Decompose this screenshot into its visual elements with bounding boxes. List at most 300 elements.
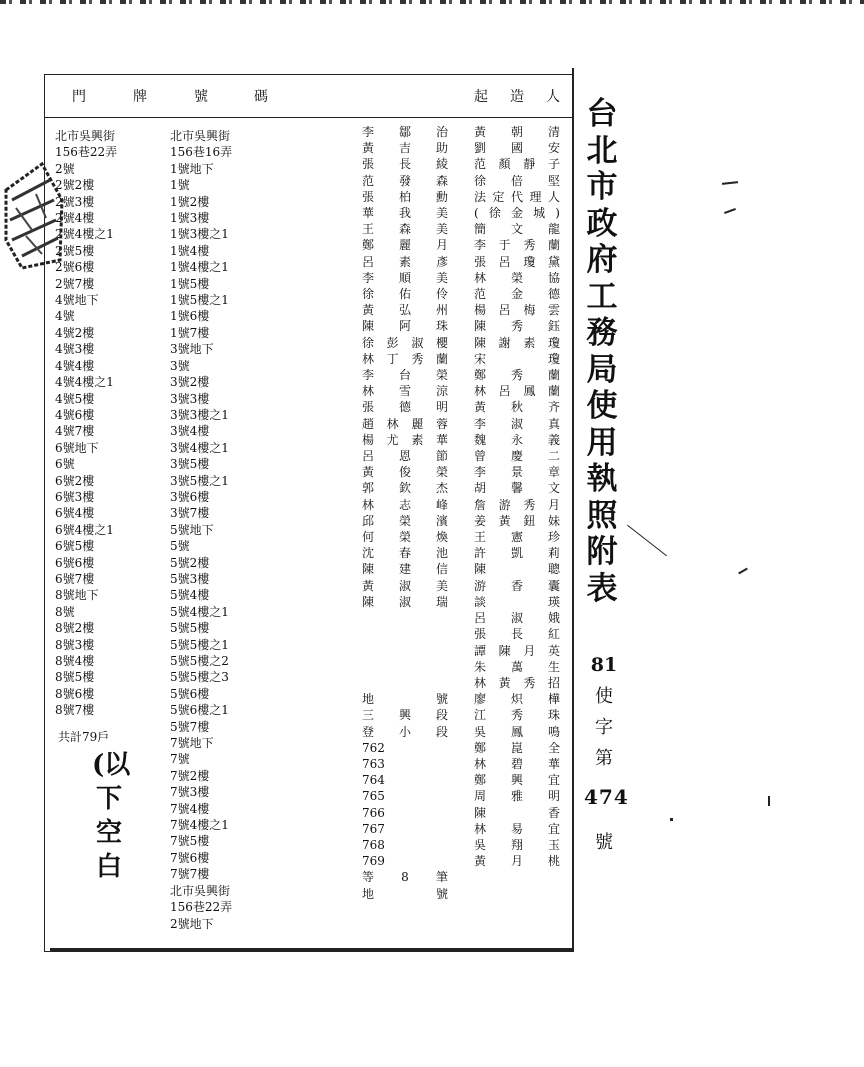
column-row: 4號5樓 bbox=[55, 391, 95, 406]
margin-mark bbox=[768, 796, 770, 806]
column-row bbox=[362, 497, 448, 513]
name-char: 徐 bbox=[362, 335, 375, 350]
column-row: 2號4樓 bbox=[55, 211, 95, 226]
name-char: 理 bbox=[529, 189, 542, 204]
name-char: 胡 bbox=[474, 481, 487, 496]
column-row bbox=[362, 691, 448, 707]
name-char: 黃 bbox=[362, 141, 375, 156]
column-row: 5號2樓 bbox=[170, 555, 210, 570]
name-char: 陳 bbox=[474, 805, 487, 820]
column-row: 8號2樓 bbox=[55, 621, 95, 636]
name-char: 段 bbox=[435, 724, 448, 739]
column-row bbox=[474, 156, 560, 172]
column-row bbox=[362, 432, 448, 448]
column-row: 8號7樓 bbox=[55, 703, 95, 718]
name-char: 翔 bbox=[510, 837, 523, 852]
title-char: 照 bbox=[586, 497, 618, 534]
name-char: 姜 bbox=[474, 513, 487, 528]
doc-suffix: 號 bbox=[595, 832, 613, 853]
column-row bbox=[474, 626, 560, 642]
scan-top-edge bbox=[0, 0, 864, 4]
name-char: 秀 bbox=[523, 238, 536, 253]
column-row: 7號7樓 bbox=[170, 867, 210, 882]
column-row: 2號7樓 bbox=[55, 276, 95, 291]
column-row: 6號6樓 bbox=[55, 555, 95, 570]
column-row: 1號5樓之1 bbox=[170, 293, 229, 308]
name-char: 興 bbox=[398, 708, 411, 723]
column-row bbox=[474, 351, 560, 367]
column-row bbox=[362, 302, 448, 318]
name-char: 吳 bbox=[474, 724, 487, 739]
name-char: 代 bbox=[510, 189, 523, 204]
name-char: 鳳 bbox=[510, 724, 523, 739]
name-char: 尤 bbox=[386, 432, 399, 447]
name-char: 妹 bbox=[547, 513, 560, 528]
title-char: 北 bbox=[586, 132, 618, 169]
name-char: 美 bbox=[435, 222, 448, 237]
column-row: 764 bbox=[362, 773, 385, 788]
name-char: 法 bbox=[474, 189, 487, 204]
handwritten-char: 下 bbox=[95, 784, 122, 814]
column-row bbox=[474, 432, 560, 448]
name-char: 楊 bbox=[474, 303, 487, 318]
margin-mark bbox=[738, 568, 748, 575]
name-char: 呂 bbox=[498, 303, 511, 318]
column-row bbox=[362, 286, 448, 302]
name-char: 雅 bbox=[510, 789, 523, 804]
column-row bbox=[474, 497, 560, 513]
column-row bbox=[362, 335, 448, 351]
title-char: 台 bbox=[586, 96, 618, 132]
name-char: 呂 bbox=[498, 254, 511, 269]
column-row: 4號7樓 bbox=[55, 424, 95, 439]
name-char: 陳 bbox=[362, 594, 375, 609]
header-applicant-char-1: 起 bbox=[474, 89, 488, 105]
column-row: 7號 bbox=[170, 752, 190, 767]
column-row: 2號6樓 bbox=[55, 260, 95, 275]
title-char: 附 bbox=[586, 534, 618, 570]
name-char: 王 bbox=[362, 222, 375, 237]
name-char: 蘭 bbox=[547, 368, 560, 383]
column-row: 3號4樓之1 bbox=[170, 440, 229, 455]
name-char: 素 bbox=[523, 335, 536, 350]
name-char: 地 bbox=[362, 692, 375, 707]
column-row: 3號7樓 bbox=[170, 506, 210, 521]
name-char: 榮 bbox=[398, 513, 411, 528]
name-char: 麗 bbox=[398, 238, 411, 253]
name-char: 林 bbox=[362, 497, 375, 512]
name-char: 淑 bbox=[510, 611, 523, 626]
name-char: 淑 bbox=[411, 335, 424, 350]
name-char: 黃 bbox=[362, 578, 375, 593]
name-char: 瓊 bbox=[523, 254, 536, 269]
name-char: ( bbox=[474, 206, 479, 221]
seal-stamp-remnant bbox=[2, 160, 64, 270]
name-char: 恩 bbox=[398, 449, 411, 464]
column-row bbox=[362, 594, 448, 610]
name-char: 李 bbox=[362, 125, 375, 139]
column-row bbox=[362, 675, 452, 691]
name-char: 伶 bbox=[435, 287, 448, 302]
column-row: 7號5樓 bbox=[170, 834, 210, 849]
column-row bbox=[362, 561, 448, 577]
name-char: 二 bbox=[547, 449, 560, 464]
column-row bbox=[474, 464, 560, 480]
column-row: 北市吳興街 bbox=[55, 129, 116, 143]
column-row bbox=[474, 124, 560, 140]
column-row: 156巷16弄 bbox=[170, 145, 233, 160]
name-char: 8 bbox=[401, 870, 409, 885]
name-char: 林 bbox=[386, 416, 399, 431]
name-char: 于 bbox=[498, 238, 511, 253]
column-row bbox=[474, 383, 560, 399]
column-row: 1號7樓 bbox=[170, 325, 210, 340]
column-row: 4號6樓 bbox=[55, 407, 95, 422]
name-char: 林 bbox=[474, 756, 487, 771]
name-char: 凱 bbox=[510, 546, 523, 561]
column-row bbox=[474, 659, 560, 675]
doc-prefix-char: 使 bbox=[595, 686, 613, 707]
column-row bbox=[474, 205, 560, 221]
column-row bbox=[474, 318, 560, 334]
handwritten-char: 白 bbox=[95, 852, 122, 882]
name-char: 淑 bbox=[398, 578, 411, 593]
name-char: 文 bbox=[510, 222, 523, 237]
name-char: 號 bbox=[435, 886, 448, 901]
name-char: 李 bbox=[362, 368, 375, 383]
column-row: 762 bbox=[362, 740, 385, 755]
column-row bbox=[474, 643, 560, 659]
name-char: 呂 bbox=[498, 384, 511, 399]
column-row: 6號2樓 bbox=[55, 473, 95, 488]
column-row: 7號2樓 bbox=[170, 768, 210, 783]
name-char: 朝 bbox=[510, 125, 523, 139]
column-row bbox=[474, 772, 560, 788]
name-char: 黛 bbox=[547, 254, 560, 269]
name-char: 蘭 bbox=[435, 351, 448, 366]
name-char: 榮 bbox=[435, 368, 448, 383]
table-right-rule bbox=[572, 68, 574, 952]
name-char: 月 bbox=[435, 238, 448, 253]
column-row bbox=[362, 399, 448, 415]
column-row: 4號3樓 bbox=[55, 342, 95, 357]
column-row: 6號4樓之1 bbox=[55, 522, 114, 537]
column-row bbox=[474, 189, 560, 205]
name-char: 彥 bbox=[435, 254, 448, 269]
name-char: 治 bbox=[435, 125, 448, 139]
name-char: 順 bbox=[398, 270, 411, 285]
column-row bbox=[362, 351, 448, 367]
name-char: 簡 bbox=[474, 222, 487, 237]
name-char: 陳 bbox=[498, 643, 511, 658]
name-char: 劉 bbox=[474, 141, 487, 156]
name-char: 徐 bbox=[362, 287, 375, 302]
name-char: 煥 bbox=[435, 530, 448, 545]
name-char: 陳 bbox=[362, 562, 375, 577]
column-row: 3號3樓之1 bbox=[170, 407, 229, 422]
name-char: 三 bbox=[362, 708, 375, 723]
name-char: 文 bbox=[547, 481, 560, 496]
name-char: 炽 bbox=[510, 692, 523, 707]
column-row bbox=[362, 545, 448, 561]
header-address-char-3: 號 bbox=[194, 89, 208, 105]
name-char: 長 bbox=[398, 157, 411, 172]
doc-serial-number: 474 bbox=[584, 785, 629, 809]
name-char: 綾 bbox=[435, 157, 448, 172]
name-char: 登 bbox=[362, 724, 375, 739]
name-char: 興 bbox=[510, 773, 523, 788]
column-row bbox=[362, 659, 452, 675]
doc-prefix-char: 字 bbox=[595, 717, 613, 738]
title-char: 表 bbox=[586, 570, 618, 607]
name-char: 景 bbox=[510, 465, 523, 480]
column-row: 7號地下 bbox=[170, 736, 214, 751]
name-char: 勳 bbox=[435, 189, 448, 204]
name-char: 素 bbox=[411, 432, 424, 447]
name-char: 呂 bbox=[362, 449, 375, 464]
name-char: 台 bbox=[398, 368, 411, 383]
name-char: 林 bbox=[362, 351, 375, 366]
name-char: 李 bbox=[474, 416, 487, 431]
name-char: 李 bbox=[474, 238, 487, 253]
name-char: 樺 bbox=[547, 692, 560, 707]
name-char: 美 bbox=[435, 206, 448, 221]
column-row: 1號5樓 bbox=[170, 276, 210, 291]
column-row bbox=[474, 237, 560, 253]
column-row: 8號6樓 bbox=[55, 686, 95, 701]
name-char: 秀 bbox=[523, 497, 536, 512]
name-char: 秀 bbox=[510, 708, 523, 723]
name-char: 協 bbox=[547, 270, 560, 285]
column-row: 2號5樓 bbox=[55, 243, 95, 258]
column-row bbox=[362, 173, 448, 189]
column-row bbox=[362, 189, 448, 205]
name-char: 號 bbox=[435, 692, 448, 707]
name-char: 志 bbox=[398, 497, 411, 512]
column-row: 766 bbox=[362, 805, 385, 820]
column-row: 8號4樓 bbox=[55, 654, 95, 668]
column-row bbox=[474, 821, 560, 837]
name-char: 林 bbox=[362, 384, 375, 399]
column-row bbox=[474, 691, 560, 707]
title-char: 政 bbox=[586, 205, 618, 242]
name-char: 玉 bbox=[547, 837, 560, 852]
column-row: 3號6樓 bbox=[170, 489, 210, 504]
name-char: 邱 bbox=[362, 513, 375, 528]
name-char: 地 bbox=[362, 886, 375, 901]
column-row: 8號5樓 bbox=[55, 670, 95, 685]
name-char: 州 bbox=[435, 303, 448, 318]
address-column-1 bbox=[55, 128, 117, 719]
column-row bbox=[362, 513, 448, 529]
name-char: 鄒 bbox=[398, 125, 411, 139]
title-char: 工 bbox=[586, 278, 618, 315]
name-char: 德 bbox=[398, 400, 411, 415]
column-row: 768 bbox=[362, 837, 385, 852]
column-row bbox=[474, 756, 560, 772]
column-row bbox=[362, 578, 448, 594]
name-char: 秀 bbox=[523, 675, 536, 690]
column-row bbox=[474, 140, 560, 156]
name-char: 香 bbox=[547, 805, 560, 820]
column-row: 763 bbox=[362, 756, 385, 771]
column-row: 1號3樓之1 bbox=[170, 227, 229, 242]
column-row bbox=[362, 254, 448, 270]
handwritten-char: (以 bbox=[92, 750, 131, 780]
name-char: 譚 bbox=[474, 643, 487, 658]
column-row: 765 bbox=[362, 789, 385, 804]
column-row: 3號 bbox=[170, 358, 190, 373]
name-char: 馨 bbox=[510, 481, 523, 496]
name-char: 鄭 bbox=[474, 368, 487, 383]
name-char: 淑 bbox=[398, 594, 411, 609]
header-address-char-2: 牌 bbox=[133, 89, 147, 105]
name-char: 梅 bbox=[523, 303, 536, 318]
name-char: 榮 bbox=[510, 270, 523, 285]
column-row bbox=[474, 416, 560, 432]
column-row bbox=[474, 788, 560, 804]
header-address-char-1: 門 bbox=[72, 89, 86, 105]
column-row: 5號4樓 bbox=[170, 588, 210, 603]
name-char: 談 bbox=[474, 594, 487, 609]
column-row bbox=[474, 805, 560, 821]
column-row bbox=[474, 578, 560, 594]
name-char: 周 bbox=[474, 789, 487, 804]
name-char: 瑛 bbox=[547, 594, 560, 609]
name-char: 池 bbox=[435, 546, 448, 561]
name-char: 柏 bbox=[398, 189, 411, 204]
column-row: 7號6樓 bbox=[170, 850, 210, 865]
name-char: 陳 bbox=[362, 319, 375, 334]
column-row: 3號3樓 bbox=[170, 391, 210, 406]
household-total: 共計79戶 bbox=[58, 730, 110, 744]
name-char: 張 bbox=[362, 157, 375, 172]
column-row bbox=[474, 513, 560, 529]
name-char: 金 bbox=[510, 287, 523, 302]
column-row bbox=[362, 626, 452, 642]
name-char: 娥 bbox=[547, 611, 560, 626]
column-row bbox=[474, 302, 560, 318]
name-char: 永 bbox=[510, 432, 523, 447]
name-char: 宜 bbox=[547, 773, 560, 788]
column-row: 4號4樓之1 bbox=[55, 375, 114, 390]
name-char: 鈺 bbox=[547, 319, 560, 334]
name-char: 阿 bbox=[398, 319, 411, 334]
name-char: 楊 bbox=[362, 432, 375, 447]
column-row: 5號5樓 bbox=[170, 621, 210, 636]
name-char: 弘 bbox=[398, 303, 411, 318]
name-char: 金 bbox=[510, 206, 523, 221]
name-char: 蓉 bbox=[435, 416, 448, 431]
column-row: 北市吳興街 bbox=[170, 883, 231, 898]
name-char: 宋 bbox=[474, 351, 487, 366]
name-char: 華 bbox=[435, 432, 448, 447]
name-char: 月 bbox=[547, 497, 560, 512]
name-char: 林 bbox=[474, 675, 487, 690]
name-char: 詹 bbox=[474, 497, 487, 512]
column-row bbox=[362, 886, 448, 902]
name-char: 清 bbox=[547, 125, 560, 139]
name-char: 黃 bbox=[498, 513, 511, 528]
name-char: 何 bbox=[362, 530, 375, 545]
column-row: 5號5樓之1 bbox=[170, 637, 229, 652]
column-row bbox=[362, 480, 448, 496]
header-applicant-char-2: 造 bbox=[510, 89, 524, 105]
title-char: 局 bbox=[586, 351, 618, 388]
column-row: 5號6樓 bbox=[170, 686, 210, 701]
name-char: 彭 bbox=[386, 335, 399, 350]
column-row: 2號地下 bbox=[170, 916, 214, 931]
column-row bbox=[474, 740, 560, 756]
column-row: 156巷22弄 bbox=[170, 900, 233, 915]
name-char: 德 bbox=[547, 287, 560, 302]
name-char: 黃 bbox=[498, 675, 511, 690]
name-char: 森 bbox=[435, 173, 448, 188]
name-char: 真 bbox=[547, 416, 560, 431]
name-char: 雲 bbox=[547, 303, 560, 318]
name-char: 崑 bbox=[510, 740, 523, 755]
name-char: 范 bbox=[474, 287, 487, 302]
column-row: 4號2樓 bbox=[55, 325, 95, 340]
name-char: 龍 bbox=[547, 222, 560, 237]
column-row: 769 bbox=[362, 854, 385, 869]
name-char: 瓊 bbox=[547, 351, 560, 366]
column-row: 1號3樓 bbox=[170, 211, 210, 226]
name-char: 森 bbox=[398, 222, 411, 237]
name-char: 江 bbox=[474, 708, 487, 723]
document-number bbox=[584, 650, 629, 858]
name-char: 魏 bbox=[474, 432, 487, 447]
column-row: 2號2樓 bbox=[55, 178, 95, 193]
column-row bbox=[474, 561, 560, 577]
column-row bbox=[362, 643, 452, 659]
name-char: 廖 bbox=[474, 692, 487, 707]
column-row: 5號7樓 bbox=[170, 719, 210, 734]
name-char: 張 bbox=[474, 627, 487, 642]
name-char: 俊 bbox=[398, 465, 411, 480]
name-char: 春 bbox=[398, 546, 411, 561]
name-char: 鄭 bbox=[362, 238, 375, 253]
name-char: 蘭 bbox=[547, 238, 560, 253]
name-char: 涼 bbox=[435, 384, 448, 399]
column-row bbox=[474, 675, 560, 691]
column-row bbox=[362, 448, 448, 464]
column-row: 1號2樓 bbox=[170, 194, 210, 209]
name-char: 月 bbox=[523, 643, 536, 658]
name-char: 顏 bbox=[498, 157, 511, 172]
name-char: 黃 bbox=[474, 854, 487, 869]
name-char: 淑 bbox=[510, 416, 523, 431]
column-row bbox=[362, 156, 448, 172]
column-row: 5號 bbox=[170, 539, 190, 554]
column-row bbox=[474, 594, 560, 610]
column-row bbox=[362, 707, 448, 723]
name-char: 吉 bbox=[398, 141, 411, 156]
name-char: 紅 bbox=[547, 627, 560, 642]
name-char: 張 bbox=[362, 189, 375, 204]
name-char: 人 bbox=[547, 189, 560, 204]
name-char: 張 bbox=[362, 400, 375, 415]
name-char: 鳴 bbox=[547, 724, 560, 739]
name-char: 美 bbox=[435, 578, 448, 593]
column-row bbox=[362, 318, 448, 334]
name-char: 碧 bbox=[510, 756, 523, 771]
column-row bbox=[474, 254, 560, 270]
name-char: 佑 bbox=[398, 287, 411, 302]
header-applicant-char-3: 人 bbox=[546, 89, 560, 105]
column-row: 北市吳興街 bbox=[170, 129, 231, 143]
column-row: 5號3樓 bbox=[170, 571, 210, 586]
